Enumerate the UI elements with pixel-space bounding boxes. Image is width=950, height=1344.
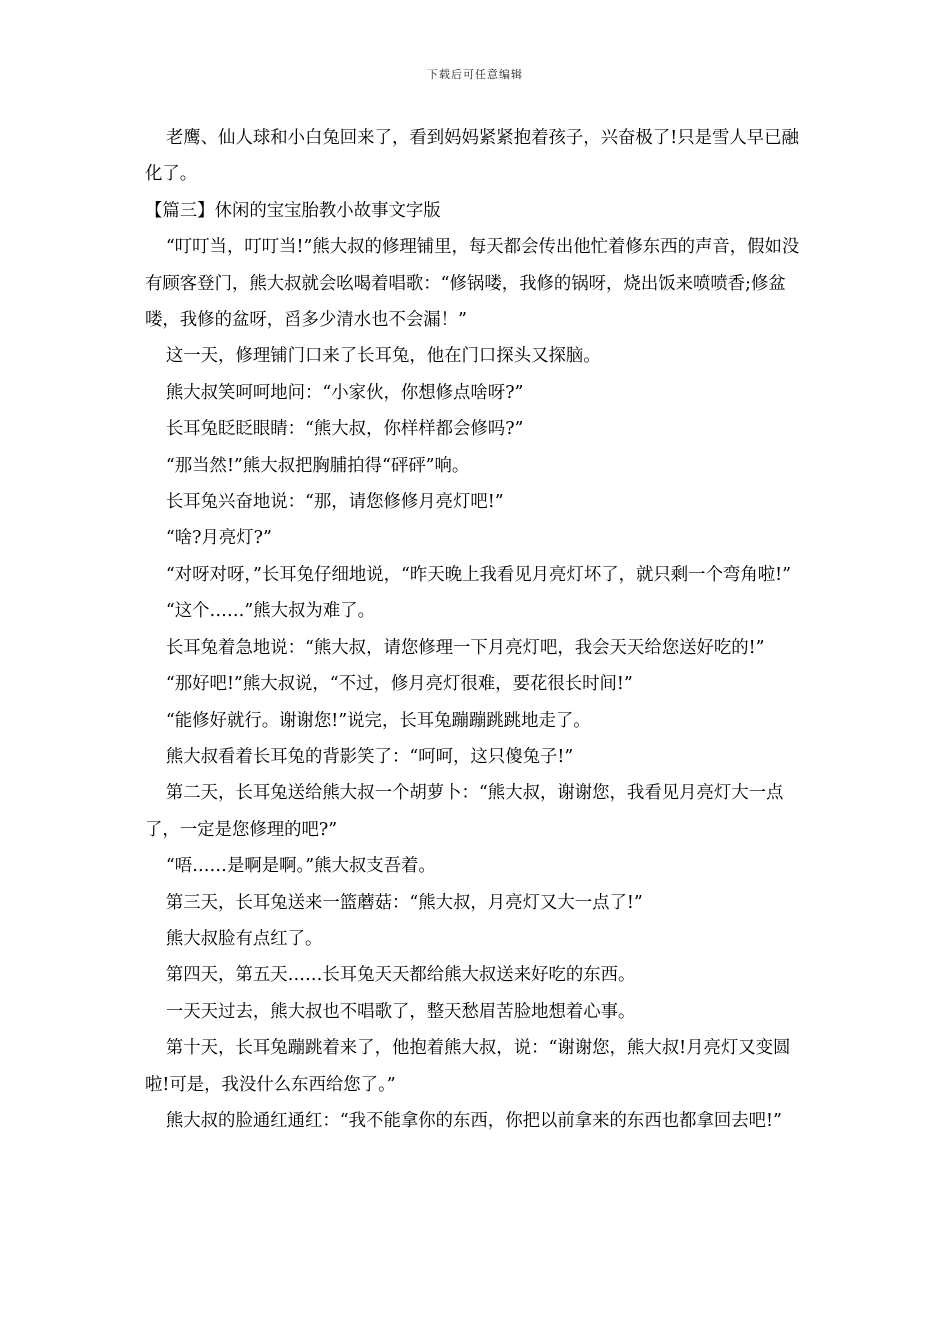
paragraph: “唔……是啊是啊。”熊大叔支吾着。 bbox=[165, 856, 436, 877]
paragraph: 熊大叔笑呵呵地问：“小家伙，你想修点啥呀?” bbox=[165, 382, 524, 403]
paragraph: 熊大叔的脸通红通红：“我不能拿你的东西，你把以前拿来的东西也都拿回去吧!” bbox=[165, 1110, 782, 1131]
paragraph: “叮叮当，叮叮当!”熊大叔的修理铺里，每天都会传出他忙着修东西的声音，假如没有顾客登门，熊大叔就会吆喝着唱歌：“修锅喽，我修的锅呀，烧出饭来喷喷香;修盆喽，我修的盆呀，舀多少清水也不会漏！” bbox=[145, 237, 800, 331]
section-heading: 【篇三】休闲的宝宝胎教小故事文字版 bbox=[145, 200, 441, 221]
paragraph: 第三天，长耳兔送来一篮蘑菇：“熊大叔，月亮灯又大一点了!” bbox=[165, 892, 643, 913]
paragraph: “那当然!”熊大叔把胸脯拍得“砰砰”响。 bbox=[165, 455, 470, 476]
paragraph: 熊大叔看着长耳兔的背影笑了：“呵呵，这只傻兔子!” bbox=[165, 746, 574, 767]
paragraph: 长耳兔兴奋地说：“那，请您修修月亮灯吧!” bbox=[165, 492, 504, 513]
paragraph: 第十天，长耳兔蹦跳着来了，他抱着熊大叔，说：“谢谢您，熊大叔!月亮灯又变圆啦!可是，我没什么东西给您了。” bbox=[145, 1038, 791, 1095]
paragraph: 一天天过去，熊大叔也不唱歌了，整天愁眉苦脸地想着心事。 bbox=[165, 1001, 636, 1022]
paragraph: “对呀对呀，”长耳兔仔细地说，“昨天晚上我看见月亮灯坏了，就只剩一个弯角啦!” bbox=[165, 564, 792, 585]
paragraph: 这一天，修理铺门口来了长耳兔，他在门口探头又探脑。 bbox=[165, 346, 601, 367]
paragraph: “那好吧!”熊大叔说，“不过，修月亮灯很难，要花很长时间!” bbox=[165, 674, 633, 695]
paragraph: 第四天，第五天……长耳兔天天都给熊大叔送来好吃的东西。 bbox=[165, 965, 636, 986]
paragraph: 长耳兔着急地说：“熊大叔，请您修理一下月亮灯吧，我会天天给您送好吃的!” bbox=[165, 637, 765, 658]
page-header: 下载后可任意编辑 bbox=[427, 68, 523, 81]
paragraph: “这个……”熊大叔为难了。 bbox=[165, 601, 375, 622]
document-body bbox=[145, 120, 813, 1139]
paragraph: “能修好就行。谢谢您!”说完，长耳兔蹦蹦跳跳地走了。 bbox=[165, 710, 591, 731]
paragraph: 老鹰、仙人球和小白兔回来了，看到妈妈紧紧抱着孩子，兴奋极了!只是雪人早已融化了。 bbox=[145, 128, 799, 185]
paragraph: 熊大叔脸有点红了。 bbox=[165, 928, 323, 949]
paragraph: 第二天，长耳兔送给熊大叔一个胡萝卜：“熊大叔，谢谢您，我看见月亮灯大一点了，一定是您修理的吧?” bbox=[145, 783, 784, 840]
paragraph: “啥?月亮灯?” bbox=[165, 528, 272, 549]
paragraph: 长耳兔眨眨眼睛：“熊大叔，你样样都会修吗?” bbox=[165, 419, 524, 440]
